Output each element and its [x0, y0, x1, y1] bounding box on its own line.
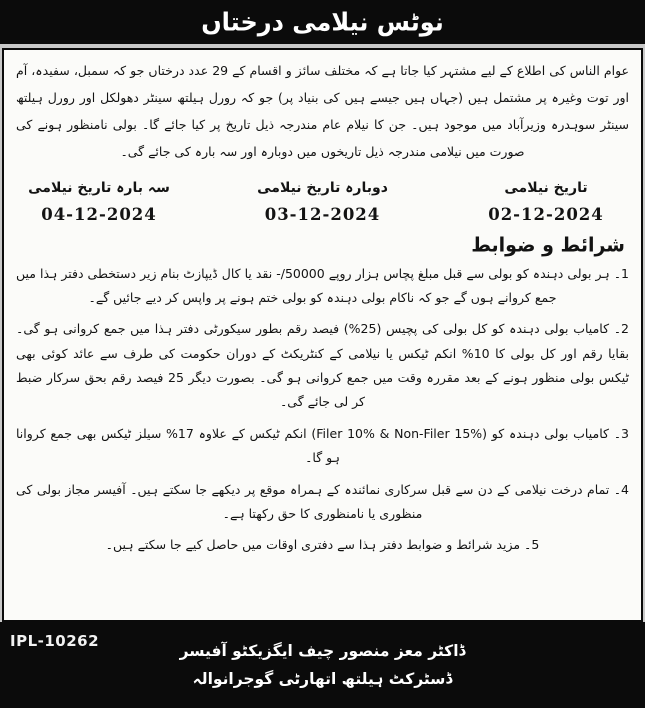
terms-list — [16, 262, 629, 558]
notice-footer — [0, 622, 645, 708]
notice-intro-paragraph: عوام الناس کی اطلاع کے لیے مشتہر کیا جاتا ہے کہ مختلف سائز و اقسام کے 29 عدد درختاں جو کہ سمبل، سفیدہ، آم اور توت وغیرہ پر مشتمل ہیں (جہاں ہیں جیسے ہیں کی بنیاد پر) جو کہ رورل ہیلتھ سینٹر دھولکل اور رورل ہیلتھ سینٹر سوہدرہ وزیرآباد میں موجود ہیں۔ جن کا نیلام عام مندرجہ ذیل تاریخ پر کیا جائے گا۔ بولی نامنظور ہونے کی صورت میں نیلامی مندرجہ ذیل تاریخوں میں دوبارہ اور سہ بارہ کی جائے گی۔ — [16, 63, 630, 159]
ipl-code: IPL-10262 — [10, 632, 100, 650]
auction-date-second — [248, 180, 398, 224]
signatory-authority-line: ڈسٹرکٹ ہیلتھ اتھارٹی گوجرانوالہ — [192, 670, 453, 688]
notice-body — [2, 48, 643, 622]
signatory-name-line: ڈاکٹر معز منصور چیف ایگزیکٹو آفیسر — [179, 642, 466, 660]
term-item-4: 4۔ تمام درخت نیلامی کے دن سے قبل سرکاری نمائندہ کے ہمراہ موقع پر دیکھے جا سکتے ہیں۔ آفیسر مجاز بولی کی منظوری یا نامنظوری کا حق رکھتا ہے۔ — [16, 481, 629, 521]
auction-date-first — [471, 180, 621, 224]
term-item-3: 3۔ کامیاب بولی دہندہ کو (Filer 10% & Non-Filer 15%) انکم ٹیکس کے علاوہ 17% سیلز ٹیکس بھی جمع کروانا ہو گا۔ — [16, 425, 629, 466]
term-item-2: 2۔ کامیاب بولی دہندہ کو کل بولی کی پچیس (25%) فیصد رقم بطور سیکورٹی دفتر ہذا میں جمع کروانی ہو گی۔ بقایا رقم اور کل بولی کا 10% انکم ٹیکس یا نیلامی کے کنٹریکٹ کے دوران حکومت کی طرف سے عائد کوئی بھی ٹیکس بولی منظور ہونے کے بعد مقررہ وقت میں جمع کروانی ہو گی۔ بصورت دیگر 25 فیصد رقم بحق سرکار ضبط کر لی جائے گی۔ — [16, 321, 630, 410]
auction-date-first-label: تاریخ نیلامی — [504, 179, 588, 196]
auction-date-third-value: 04-12-2024 — [41, 204, 157, 224]
terms-heading: شرائط و ضوابط — [471, 232, 625, 257]
auction-date-second-value: 03-12-2024 — [264, 204, 381, 224]
auction-dates-row — [16, 170, 629, 226]
notice-banner — [0, 0, 645, 44]
auction-date-first-value: 02-12-2024 — [488, 204, 604, 224]
notice-title: نوٹس نیلامی درختاں — [201, 7, 444, 37]
term-item-1: 1۔ ہر بولی دہندہ کو بولی سے قبل مبلغ پچاس ہزار روپے 50000/- نقد یا کال ڈیپازٹ بنام زیر دستخطی دفتر ہذا میں جمع کروانے ہوں گے جو کہ ناکام بولی دہندہ کو بولی ختم ہونے پر واپس کر دیے جائیں گے۔ — [16, 265, 629, 305]
auction-date-second-label: دوبارہ تاریخ نیلامی — [257, 179, 388, 196]
auction-date-third-label: سہ بارہ تاریخ نیلامی — [28, 179, 170, 196]
term-item-5: 5۔ مزید شرائط و ضوابط دفتر ہذا سے دفتری اوقات میں حاصل کیے جا سکتے ہیں۔ — [105, 537, 540, 553]
auction-date-third — [24, 180, 174, 224]
